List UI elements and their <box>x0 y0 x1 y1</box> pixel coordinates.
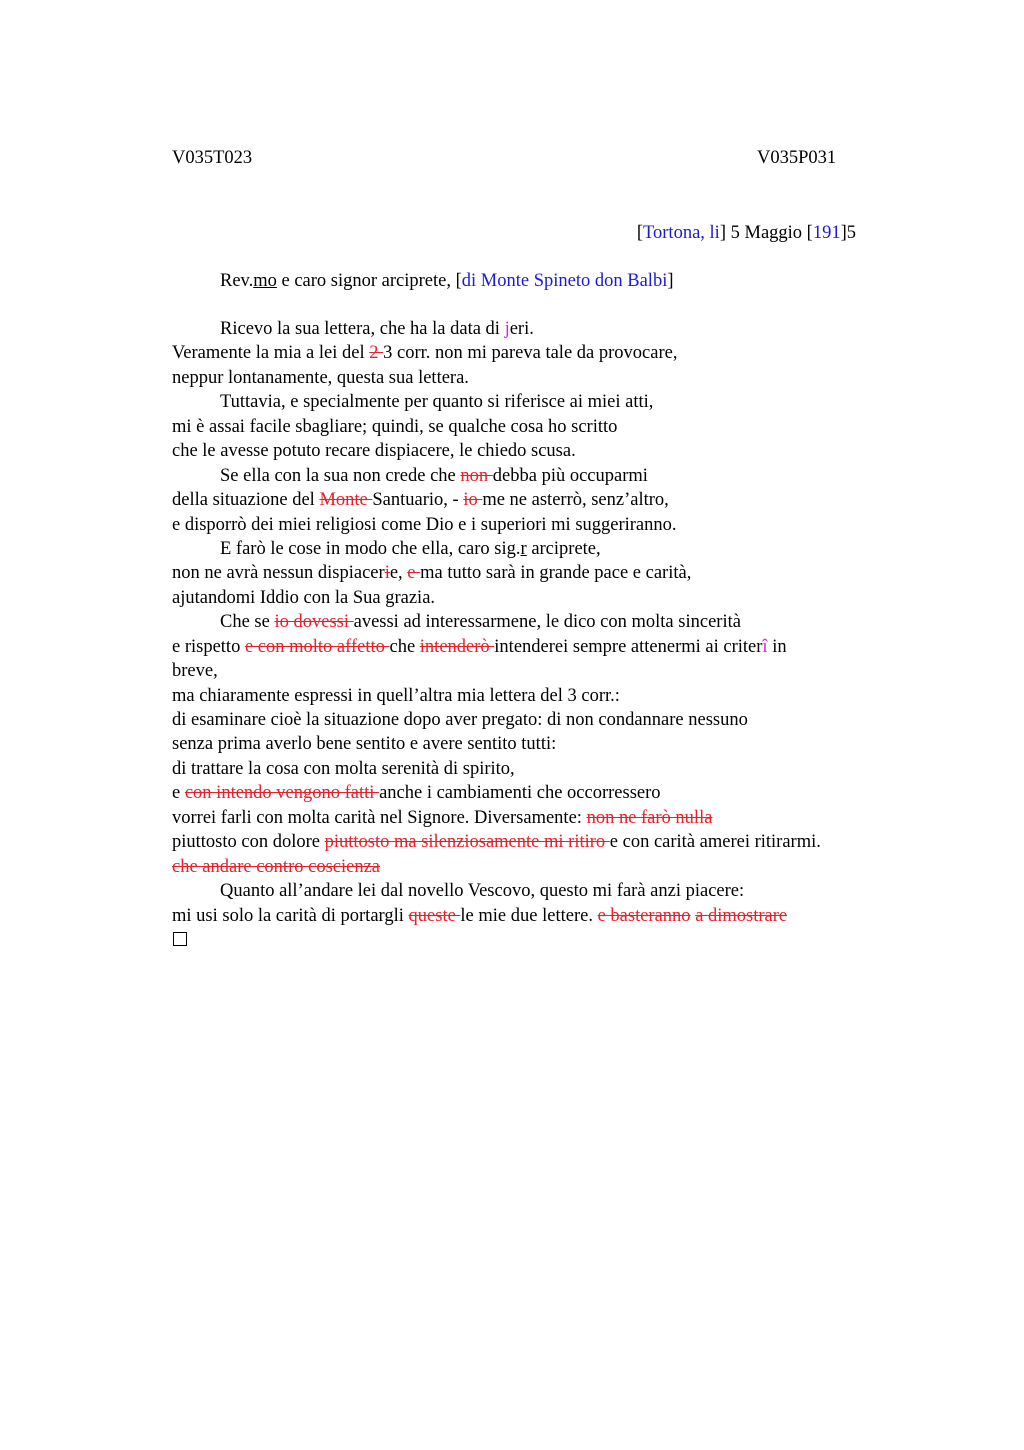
text-segment: Se ella con la sua non crede che <box>220 465 461 486</box>
text-segment: piuttosto con dolore <box>172 832 325 853</box>
text-segment: Veramente la mia a lei del <box>172 343 370 364</box>
text-line <box>172 830 902 854</box>
text-segment: eri. <box>509 319 534 339</box>
text-segment: E farò le cose in modo che ella, caro sig. <box>220 538 521 559</box>
salutation-text: e caro signor arciprete, [ <box>276 271 462 291</box>
deleted-text: e <box>407 563 421 584</box>
text-segment: intenderei sempre attenermi ai criter <box>494 636 763 657</box>
text-segment: di esaminare cioè la situazione dopo aver pregato: di non condannare nessuno <box>172 710 748 730</box>
date-year-end: ]5 <box>840 223 856 243</box>
text-line <box>172 513 902 537</box>
text-line <box>172 684 902 708</box>
date-line <box>637 221 856 245</box>
text-line <box>172 390 902 414</box>
text-line <box>172 757 902 781</box>
text-line <box>172 464 902 488</box>
text-line <box>172 708 902 732</box>
text-segment: della situazione del <box>172 490 320 511</box>
deleted-text: a dimostrare <box>695 905 788 926</box>
text-line <box>172 806 902 830</box>
text-segment: ma chiaramente espressi in quell’altra mia lettera del 3 corr.: <box>172 685 620 706</box>
text-segment: me ne asterrò, senz’altro, <box>482 490 669 511</box>
text-line <box>172 415 902 439</box>
deleted-text: non ne farò nulla <box>586 807 713 828</box>
date-place: Tortona, li <box>643 223 720 243</box>
text-segment: neppur lontanamente, questa sua lettera. <box>172 367 469 388</box>
salutation <box>220 269 674 293</box>
text-segment: anche i cambiamenti che occorressero <box>379 783 661 804</box>
text-segment: e con carità amerei ritirarmi. <box>609 832 821 853</box>
text-segment: ajutandomi Iddio con la Sua grazia. <box>172 587 436 608</box>
salutation-recipient: di Monte Spineto don Balbi <box>461 271 668 291</box>
text-line <box>172 732 902 756</box>
document-code-left: V035T023 <box>172 148 253 168</box>
deleted-text: io <box>463 490 483 511</box>
corrected-letter: j <box>504 319 510 339</box>
deleted-text: non <box>460 465 493 486</box>
text-segment: e <box>172 783 185 804</box>
text-line <box>172 659 902 683</box>
text-line <box>172 537 902 561</box>
text-segment: debba più occuparmi <box>492 465 648 486</box>
text-line <box>172 488 902 512</box>
date-year-editorial: 191 <box>812 223 841 243</box>
underlined-text: r <box>520 538 527 559</box>
text-segment: avessi ad interessarmene, le dico con molta sincerità <box>353 612 741 633</box>
deleted-text: i <box>384 563 390 584</box>
text-line <box>172 635 902 659</box>
text-segment: senza prima averlo bene sentito e avere sentito tutti: <box>172 734 557 755</box>
text-line <box>172 439 902 463</box>
salutation-rev: Rev. <box>220 271 254 291</box>
text-line <box>172 317 902 341</box>
text-segment: vorrei farli con molta carità nel Signore. Diversamente: <box>172 807 587 828</box>
text-segment: Che se <box>220 612 275 633</box>
text-line <box>172 904 902 928</box>
end-marker-line <box>172 928 902 952</box>
salutation-close: ] <box>667 271 674 291</box>
text-line <box>172 879 902 903</box>
text-segment: breve, <box>172 661 218 682</box>
text-segment: Santuario, - <box>372 490 464 511</box>
empty-square-icon <box>173 932 187 946</box>
deleted-text: con intendo vengono fatti <box>184 783 380 804</box>
deleted-text: che andare contro coscienza <box>172 856 380 877</box>
letter-body <box>172 317 902 952</box>
deleted-text: e basteranno <box>597 905 691 926</box>
deleted-text: 2 <box>369 343 384 364</box>
text-segment: mi usi solo la carità di portargli <box>172 905 409 926</box>
salutation-mo: mo <box>253 271 277 291</box>
text-line <box>172 855 902 879</box>
text-line <box>172 341 902 365</box>
text-segment: Quanto all’andare lei dal novello Vescovo, questo mi farà anzi piacere: <box>220 881 745 902</box>
deleted-text: queste <box>408 905 461 926</box>
text-segment: ma tutto sarà in grande pace e carità, <box>420 563 692 584</box>
text-line <box>172 586 902 610</box>
corrected-letter: î <box>762 636 768 657</box>
text-segment: mi è assai facile sbagliare; quindi, se qualche cosa ho scritto <box>172 416 618 437</box>
text-segment: arciprete, <box>526 538 601 559</box>
deleted-text: e con molto affetto <box>244 636 390 657</box>
text-segment: non ne avrà nessun dispiacer <box>172 563 385 584</box>
text-segment: e disporrò dei miei religiosi come Dio e i superiori mi suggeriranno. <box>172 514 677 535</box>
text-segment: Tuttavia, e specialmente per quanto si riferisce ai miei atti, <box>220 392 654 413</box>
deleted-text: io dovessi <box>274 612 354 633</box>
text-segment: le mie due lettere. <box>460 905 598 926</box>
date-day-month: ] 5 Maggio [ <box>719 223 813 243</box>
document-code-right: V035P031 <box>757 148 837 168</box>
date-bracket: [ <box>636 223 644 243</box>
text-segment: Ricevo la sua lettera, che ha la data di <box>220 319 505 339</box>
text-segment: in <box>767 636 787 657</box>
text-segment: che <box>389 636 420 657</box>
text-line <box>172 366 902 390</box>
text-segment: e, <box>389 563 408 584</box>
text-line <box>172 561 902 585</box>
text-line <box>172 781 902 805</box>
text-segment: di trattare la cosa con molta serenità di spirito, <box>172 758 515 779</box>
text-line <box>172 610 902 634</box>
deleted-text: intenderò <box>419 636 495 657</box>
text-segment: 3 corr. non mi pareva tale da provocare, <box>383 343 678 364</box>
text-segment: che le avesse potuto recare dispiacere, le chiedo scusa. <box>172 441 576 462</box>
deleted-text: piuttosto ma silenziosamente mi ritiro <box>324 832 610 853</box>
text-segment: e rispetto <box>172 636 245 657</box>
deleted-text: Monte <box>319 490 373 511</box>
